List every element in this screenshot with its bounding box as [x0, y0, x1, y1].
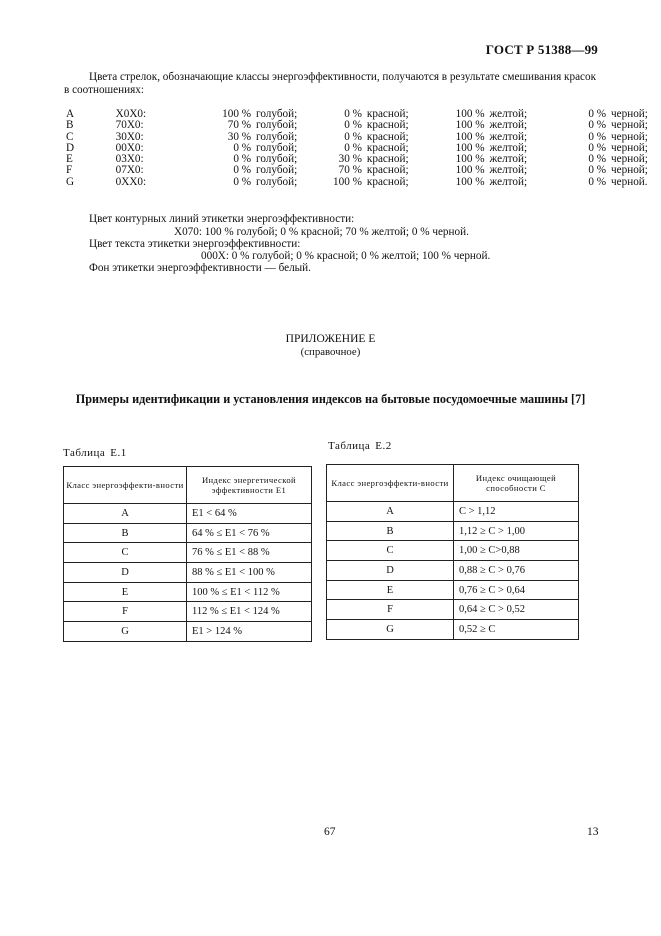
- index-cell: 88 % ≤ E1 < 100 %: [187, 563, 312, 583]
- table-row: [327, 580, 579, 600]
- section-heading: Примеры идентификации и установления индексов на бытовые посудомоечные машины [7]: [75, 392, 586, 406]
- color-mix-row: [66, 165, 661, 176]
- color-mix-red-lbl: красной;: [366, 119, 409, 132]
- color-mix-yellow-lbl: желтой;: [489, 175, 528, 188]
- index-cell: 1,12 ≥ C > 1,00: [454, 521, 579, 541]
- color-mix-cls: B: [66, 119, 74, 132]
- table-row: [327, 541, 579, 561]
- color-mix-cls: C: [66, 130, 74, 143]
- color-mix-table: [66, 109, 661, 188]
- appendix-subtitle: (справочное): [300, 346, 361, 358]
- color-mix-red: 0 %: [344, 119, 362, 132]
- color-mix-row: [66, 154, 661, 165]
- color-mix-yellow-lbl: желтой;: [489, 164, 528, 177]
- table1-caption: [63, 447, 127, 459]
- class-cell: E: [64, 582, 187, 602]
- table-row: [327, 502, 579, 522]
- appendix-title: ПРИЛОЖЕНИЕ Е: [285, 333, 376, 345]
- table-row: [327, 620, 579, 640]
- color-mix-blue: 30 %: [227, 130, 252, 143]
- page-number-center: 67: [324, 826, 336, 838]
- color-mix-red: 0 %: [344, 141, 362, 154]
- color-mix-cls: E: [66, 153, 73, 166]
- color-mix-blue-lbl: голубой;: [256, 175, 298, 188]
- color-mix-blue: 0 %: [233, 141, 252, 154]
- index-cell: 64 % ≤ E1 < 76 %: [187, 523, 312, 543]
- color-mix-row: [66, 120, 661, 131]
- index-cell: E1 < 64 %: [187, 504, 312, 524]
- color-mix-blue: 0 %: [233, 153, 252, 166]
- color-mix-red-lbl: красной;: [366, 130, 409, 143]
- class-cell: A: [64, 504, 187, 524]
- table-e1: [63, 466, 312, 642]
- text-color-value: 000X: 0 % голубой; 0 % красной; 0 % желтой; 100 % черной.: [201, 250, 491, 262]
- color-mix-red-lbl: красной;: [366, 175, 409, 188]
- color-mix-black-lbl: черной;: [611, 141, 648, 154]
- color-mix-black: 0 %: [588, 164, 607, 177]
- table1-caption-word: Таблица: [63, 447, 106, 459]
- table2-col1-header: Класс энергоэффекти-вности: [327, 465, 454, 502]
- color-mix-black: 0 %: [588, 119, 607, 132]
- document-id: ГОСТ Р 51388—99: [485, 42, 598, 57]
- index-cell: 0,76 ≥ C > 0,64: [454, 580, 579, 600]
- color-mix-code: X0X0:: [115, 108, 147, 120]
- table-row: [327, 521, 579, 541]
- color-mix-code: 07X0:: [115, 164, 144, 177]
- color-mix-yellow-lbl: желтой;: [489, 119, 528, 132]
- index-cell: C > 1,12: [454, 502, 579, 522]
- color-mix-yellow: 100 %: [455, 175, 485, 188]
- color-mix-yellow: 100 %: [455, 153, 485, 166]
- class-cell: G: [327, 620, 454, 640]
- color-mix-cls: D: [66, 141, 75, 154]
- color-mix-red-lbl: красной;: [366, 141, 409, 154]
- table1-col1-header: Класс энергоэффекти-вности: [64, 467, 187, 504]
- color-mix-code: 0XX0:: [115, 175, 147, 188]
- color-mix-blue: 70 %: [227, 119, 252, 132]
- color-mix-red-lbl: красной;: [366, 108, 409, 120]
- color-mix-yellow: 100 %: [455, 130, 485, 143]
- color-mix-black-lbl: черной;: [611, 130, 648, 143]
- color-mix-black: 0 %: [588, 175, 607, 188]
- class-cell: F: [327, 600, 454, 620]
- table-row: [64, 543, 312, 563]
- color-mix-cls: A: [66, 108, 75, 120]
- index-cell: E1 > 124 %: [187, 622, 312, 642]
- color-mix-yellow: 100 %: [455, 141, 485, 154]
- contour-color-value: X070: 100 % голубой; 0 % красной; 70 % желтой; 0 % черной.: [174, 226, 469, 238]
- index-cell: 100 % ≤ E1 < 112 %: [187, 582, 312, 602]
- color-mix-blue: 100 %: [222, 108, 252, 120]
- color-mix-yellow: 100 %: [455, 108, 485, 120]
- table-row: [64, 582, 312, 602]
- color-mix-black-lbl: черной;: [611, 108, 648, 120]
- index-cell: 0,88 ≥ C > 0,76: [454, 561, 579, 581]
- color-mix-yellow-lbl: желтой;: [489, 141, 528, 154]
- table-row: [327, 561, 579, 581]
- index-cell: 0,64 ≥ C > 0,52: [454, 600, 579, 620]
- color-mix-black-lbl: черной;: [611, 153, 648, 166]
- color-mix-blue-lbl: голубой;: [256, 153, 298, 166]
- color-mix-yellow-lbl: желтой;: [489, 130, 528, 143]
- color-mix-blue-lbl: голубой;: [256, 164, 298, 177]
- table-row: [64, 602, 312, 622]
- color-mix-yellow-lbl: желтой;: [489, 153, 528, 166]
- table-row: [327, 600, 579, 620]
- class-cell: B: [327, 521, 454, 541]
- color-mix-red: 70 %: [338, 164, 362, 177]
- class-cell: D: [64, 563, 187, 583]
- table1-col2-header: Индекс энергетической эффективности Е1: [187, 467, 312, 504]
- page-number-right: 13: [587, 826, 599, 838]
- table1-caption-number: Е.1: [110, 447, 127, 459]
- color-mix-code: 03X0:: [115, 153, 144, 166]
- color-mix-black: 0 %: [588, 153, 607, 166]
- color-mix-cls: F: [66, 164, 73, 177]
- color-mix-red-lbl: красной;: [366, 153, 409, 166]
- color-mix-black-lbl: черной.: [611, 175, 648, 188]
- color-mix-cls: G: [66, 175, 75, 188]
- color-mix-blue: 0 %: [233, 175, 252, 188]
- color-mix-black: 0 %: [588, 108, 607, 120]
- table-row: [64, 563, 312, 583]
- text-color-label: Цвет текста этикетки энергоэффективности:: [89, 238, 301, 250]
- table-row: [64, 622, 312, 642]
- class-cell: D: [327, 561, 454, 581]
- index-cell: 1,00 ≥ C>0,88: [454, 541, 579, 561]
- index-cell: 0,52 ≥ C: [454, 620, 579, 640]
- color-mix-blue: 0 %: [233, 164, 252, 177]
- table-row: [64, 504, 312, 524]
- class-cell: A: [327, 502, 454, 522]
- color-mix-code: 30X0:: [115, 130, 144, 143]
- color-mix-red: 0 %: [344, 130, 362, 143]
- class-cell: B: [64, 523, 187, 543]
- color-mix-blue-lbl: голубой;: [256, 141, 298, 154]
- color-mix-row: [66, 143, 661, 154]
- color-mix-red: 0 %: [344, 108, 362, 120]
- table2-caption-number: Е.2: [375, 440, 392, 452]
- color-mix-red: 30 %: [338, 153, 362, 166]
- color-mix-row: [66, 177, 661, 188]
- table-row: [64, 523, 312, 543]
- color-mix-row: [66, 132, 661, 143]
- class-cell: C: [327, 541, 454, 561]
- contour-color-label: Цвет контурных линий этикетки энергоэффективности:: [89, 213, 355, 225]
- table2-caption: [328, 440, 392, 452]
- class-cell: C: [64, 543, 187, 563]
- intro-paragraph: Цвета стрелок, обозначающие классы энергоэффективности, получаются в результате смешивания красок в соотношениях:: [64, 71, 597, 96]
- color-mix-code: 00X0:: [115, 141, 144, 154]
- table-e2: [326, 464, 579, 640]
- color-mix-yellow: 100 %: [455, 164, 485, 177]
- color-mix-row: [66, 109, 661, 120]
- class-cell: F: [64, 602, 187, 622]
- color-mix-red: 100 %: [333, 175, 362, 188]
- color-mix-red-lbl: красной;: [366, 164, 409, 177]
- background-color-text: Фон этикетки энергоэффективности — белый.: [89, 262, 311, 274]
- table2-col2-header: Индекс очищающей способности С: [454, 465, 579, 502]
- color-mix-code: 70X0:: [115, 119, 144, 132]
- color-mix-yellow: 100 %: [455, 119, 485, 132]
- color-mix-black: 0 %: [588, 130, 607, 143]
- class-cell: G: [64, 622, 187, 642]
- color-mix-black: 0 %: [588, 141, 607, 154]
- color-mix-yellow-lbl: желтой;: [489, 108, 528, 120]
- color-mix-black-lbl: черной;: [611, 119, 648, 132]
- index-cell: 112 % ≤ E1 < 124 %: [187, 602, 312, 622]
- color-mix-blue-lbl: голубой;: [256, 119, 298, 132]
- color-mix-blue-lbl: голубой;: [256, 130, 298, 143]
- color-mix-black-lbl: черной;: [611, 164, 648, 177]
- color-mix-blue-lbl: голубой;: [256, 108, 298, 120]
- index-cell: 76 % ≤ E1 < 88 %: [187, 543, 312, 563]
- class-cell: E: [327, 580, 454, 600]
- table2-caption-word: Таблица: [328, 440, 371, 452]
